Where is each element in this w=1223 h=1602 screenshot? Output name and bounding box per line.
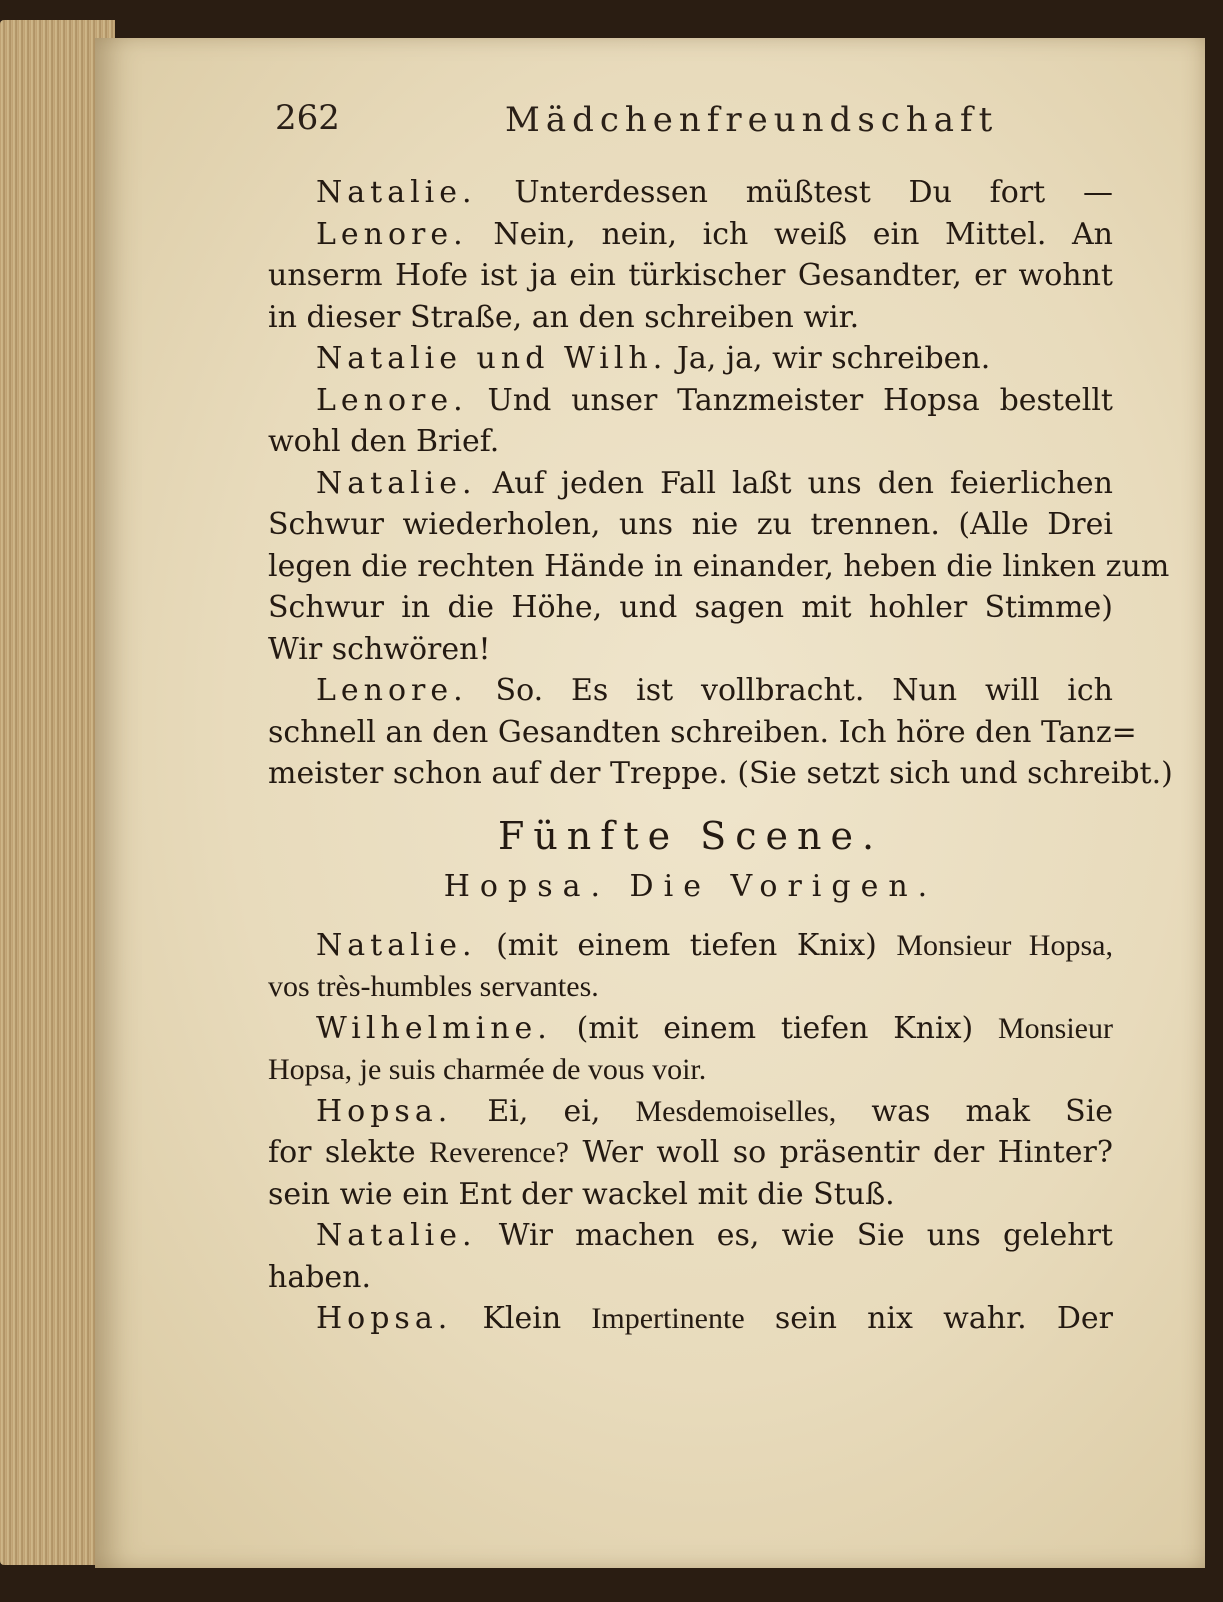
- line-text: Ja, ja, wir schreiben.: [676, 341, 991, 376]
- text-line: [268, 1049, 1113, 1091]
- line-text: meister schon auf der Treppe. (Sie setzt sich und schreibt.): [268, 756, 1173, 791]
- line-text: (mit einem tiefen Knix): [576, 1010, 974, 1046]
- line-text: was mak Sie: [871, 1093, 1113, 1129]
- text-line: [268, 629, 1113, 671]
- text-line: [268, 172, 1113, 214]
- speaker-name: Lenore.: [316, 673, 468, 708]
- latin-text: Impertinente: [591, 1302, 745, 1335]
- text-line: [268, 1132, 1113, 1174]
- text-line: [268, 712, 1137, 754]
- text-line: [268, 255, 1113, 297]
- line-text: Ei, ei,: [487, 1093, 601, 1129]
- text-line: [268, 1008, 1113, 1050]
- running-title: Mädchenfreundschaft: [505, 100, 999, 140]
- text-line: [268, 1091, 1113, 1133]
- speaker-name: Lenore.: [316, 382, 468, 418]
- text-line: [268, 1174, 1113, 1216]
- line-text: (mit einem tiefen Knix): [496, 927, 877, 963]
- line-text: in dieser Straße, an den schreiben wir.: [268, 299, 860, 335]
- speaker-name: Natalie.: [316, 465, 477, 501]
- latin-text: vos très-humbles servantes.: [268, 970, 599, 1003]
- line-text: unserm Hofe ist ja ein türkischer Gesandter, er wohnt: [268, 258, 1113, 293]
- text-line: [268, 1298, 1113, 1340]
- scene-heading: Fünfte Scene.: [497, 813, 884, 858]
- speaker-name: Lenore.: [316, 216, 468, 252]
- text-line: [268, 546, 1170, 588]
- latin-text: Reverence?: [429, 1136, 570, 1169]
- line-text: So. Es ist vollbracht. Nun will ich: [495, 673, 1113, 708]
- text-line: [268, 297, 1113, 339]
- speaker-name: Natalie.: [316, 175, 477, 210]
- speaker-name: Natalie.: [316, 927, 477, 963]
- speaker-name: Natalie und Wilh.: [316, 341, 668, 376]
- page-number: 262: [275, 98, 340, 138]
- speaker-name: Hopsa.: [316, 1093, 453, 1129]
- latin-text: Hopsa, je suis charmée de vous voir.: [268, 1053, 707, 1086]
- page-header: [275, 98, 1115, 148]
- text-line: [268, 670, 1113, 712]
- line-text: Auf jeden Fall laßt uns den feierlichen: [492, 465, 1113, 501]
- line-text: Unterdessen müßtest Du fort —: [514, 175, 1113, 210]
- line-text: Schwur wiederholen, uns nie zu trennen. (Alle Drei: [268, 507, 1113, 542]
- text-line: [268, 463, 1113, 505]
- latin-text: Mesdemoiselles,: [635, 1094, 837, 1128]
- line-text: schnell an den Gesandten schreiben. Ich höre den Tanz=: [268, 714, 1137, 750]
- text-line: [268, 504, 1113, 546]
- latin-text: Monsieur Hopsa,: [896, 928, 1113, 962]
- text-line: [268, 925, 1113, 967]
- text-line: [268, 380, 1113, 422]
- line-text: Wer woll so präsentir der Hinter?: [582, 1135, 1113, 1170]
- scene-characters: Hopsa. Die Vorigen.: [443, 868, 938, 904]
- text-line: [268, 753, 1173, 795]
- line-text: haben.: [268, 1259, 372, 1295]
- latin-text: Monsieur: [998, 1011, 1113, 1045]
- line-text: Schwur in die Höhe, und sagen mit hohler Stimme): [268, 590, 1113, 625]
- line-text: Und unser Tanzmeister Hopsa bestellt: [487, 382, 1113, 418]
- line-text: legen die rechten Hände in einander, heben die linken zum: [268, 548, 1170, 584]
- text-line: [268, 966, 1113, 1008]
- line-text: wohl den Brief.: [268, 424, 500, 459]
- speaker-name: Wilhelmine.: [316, 1010, 552, 1046]
- line-text: Wir schwören!: [268, 631, 491, 667]
- line-text: Klein: [482, 1301, 562, 1336]
- line-text: sein wie ein Ent der wackel mit die Stuß.: [268, 1176, 895, 1212]
- text-line: [268, 214, 1113, 256]
- line-text: Nein, nein, ich weiß ein Mittel. An: [493, 216, 1113, 252]
- line-text: Wir machen es, wie Sie uns gelehrt: [498, 1218, 1113, 1253]
- text-line: [268, 1257, 1113, 1299]
- text-line: [268, 587, 1113, 629]
- text-line: [268, 1215, 1113, 1257]
- text-line: [268, 421, 1113, 463]
- speaker-name: Natalie.: [316, 1218, 477, 1253]
- text-line: [268, 338, 1113, 380]
- page-body: [268, 172, 1173, 1340]
- speaker-name: Hopsa.: [316, 1301, 453, 1336]
- line-text: for slekte: [268, 1135, 416, 1170]
- line-text: sein nix wahr. Der: [774, 1301, 1114, 1336]
